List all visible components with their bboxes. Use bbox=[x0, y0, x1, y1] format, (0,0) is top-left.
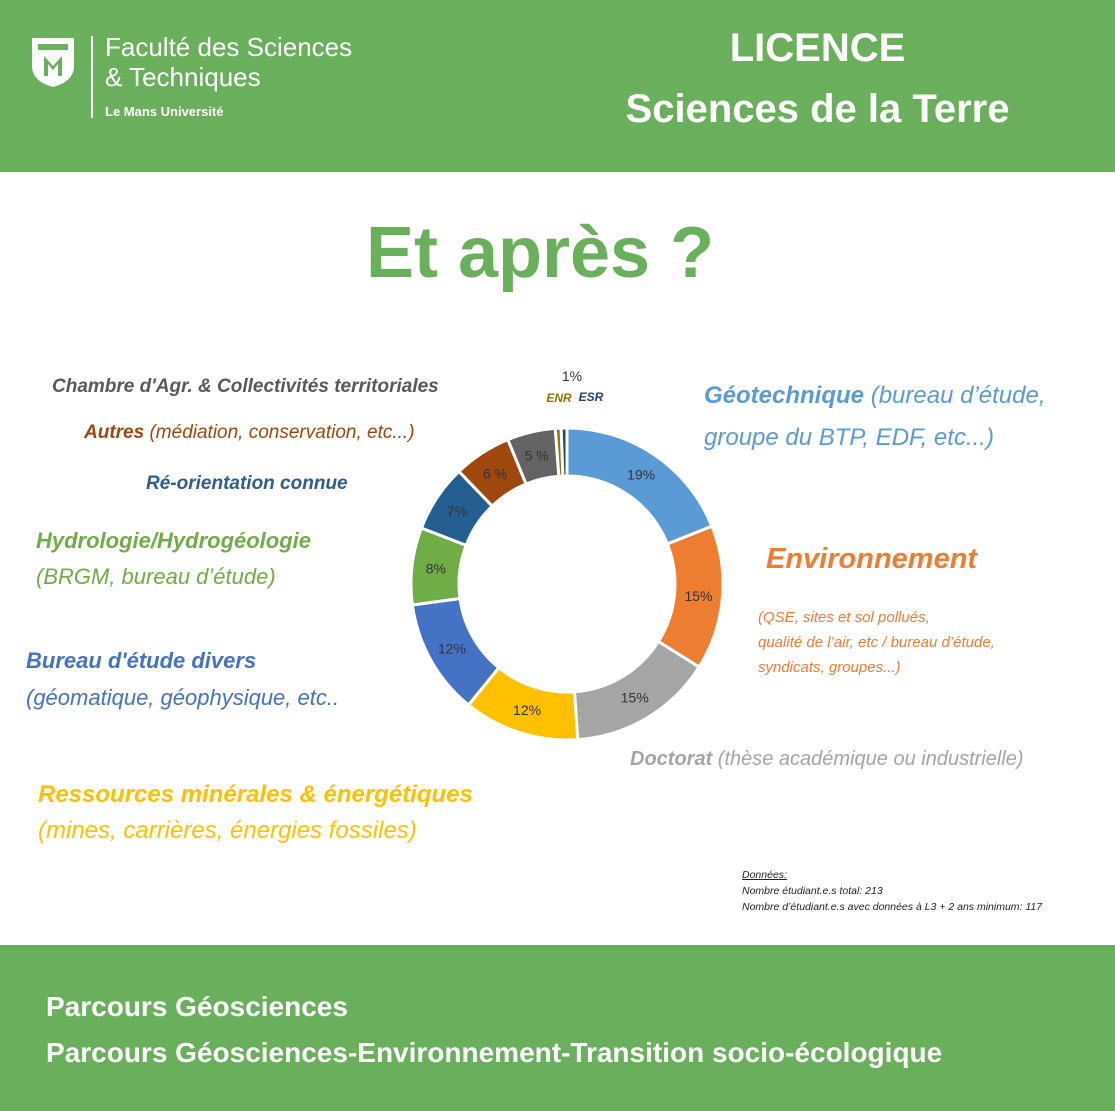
label-env-line2: qualité de l’air, etc / bureau d’étude, bbox=[758, 634, 995, 651]
label-geotechnique bbox=[704, 382, 1046, 410]
data-note-heading: Données: bbox=[742, 869, 787, 881]
label-doc-rest: (thèse académique ou industrielle) bbox=[712, 748, 1024, 770]
label-ressources-title: Ressources minérales & énergétiques bbox=[38, 781, 473, 808]
donut-slice-10 bbox=[561, 428, 567, 476]
label-hydro-title: Hydrologie/Hydrogéologie bbox=[36, 528, 312, 553]
faculty-name-line1: Faculté des Sciences bbox=[105, 32, 353, 62]
faculty-name-line2: & Techniques bbox=[105, 62, 261, 92]
university-name: Le Mans Université bbox=[105, 104, 224, 119]
donut-slice-0 bbox=[567, 428, 712, 544]
footer-parcours-2: Parcours Géosciences-Environnement-Transition socio-écologique bbox=[46, 1037, 943, 1068]
label-geo-desc: groupe du BTP, EDF, etc...) bbox=[704, 424, 994, 451]
label-env-line3: syndicats, groupes...) bbox=[758, 659, 901, 676]
donut-slice-label-7: 6 % bbox=[482, 465, 508, 482]
licence-subtitle: Sciences de la Terre bbox=[625, 87, 1010, 131]
label-doctorat bbox=[630, 748, 1024, 771]
donut-slice-label-0: 19% bbox=[627, 466, 656, 483]
label-geo-rest: (bureau d’étude, bbox=[864, 382, 1046, 409]
esr-label: ESR bbox=[578, 390, 604, 404]
donut-slice-label-5: 8% bbox=[425, 560, 447, 577]
small-slices-percent-label: 1% bbox=[561, 368, 583, 384]
label-bureau-title: Bureau d'étude divers bbox=[26, 648, 257, 673]
label-env-line1: (QSE, sites et sol pollués, bbox=[758, 609, 930, 626]
licence-title: LICENCE bbox=[729, 26, 906, 70]
label-autres bbox=[84, 422, 415, 444]
label-doc-bold: Doctorat bbox=[630, 748, 713, 770]
donut-slice-label-6: 7% bbox=[446, 502, 468, 519]
donut-slice-label-2: 15% bbox=[620, 689, 649, 706]
label-env-title: Environnement bbox=[766, 543, 978, 575]
label-hydro-desc: (BRGM, bureau d’étude) bbox=[36, 564, 276, 589]
label-chambre: Chambre d'Agr. & Collectivités territoriales bbox=[52, 376, 439, 397]
label-geo-bold: Géotechnique bbox=[704, 382, 865, 409]
enr-label: ENR bbox=[546, 391, 572, 405]
label-autres-bold: Autres bbox=[84, 422, 145, 443]
donut-slice-label-4: 12% bbox=[437, 640, 466, 657]
label-autres-rest: (médiation, conservation, etc...) bbox=[144, 422, 415, 443]
data-note-line1: Nombre étudiant.e.s total: 213 bbox=[742, 885, 883, 897]
footer-parcours-1: Parcours Géosciences bbox=[46, 991, 348, 1022]
donut-slice-label-1: 15% bbox=[684, 587, 713, 604]
data-note-line2: Nombre d’étudiant.e.s avec données à L3 + 2 ans minimum: 117 bbox=[742, 901, 1043, 913]
label-ressources-desc: (mines, carrières, énergies fossiles) bbox=[38, 817, 417, 844]
label-reorientation: Ré-orientation connue bbox=[146, 473, 348, 494]
donut-slice-label-3: 12% bbox=[513, 701, 542, 718]
donut-slice-label-8: 5 % bbox=[524, 447, 549, 464]
label-bureau-desc: (géomatique, géophysique, etc.. bbox=[26, 685, 340, 710]
page-title: Et après ? bbox=[365, 213, 715, 293]
footer-banner bbox=[0, 945, 1115, 1111]
